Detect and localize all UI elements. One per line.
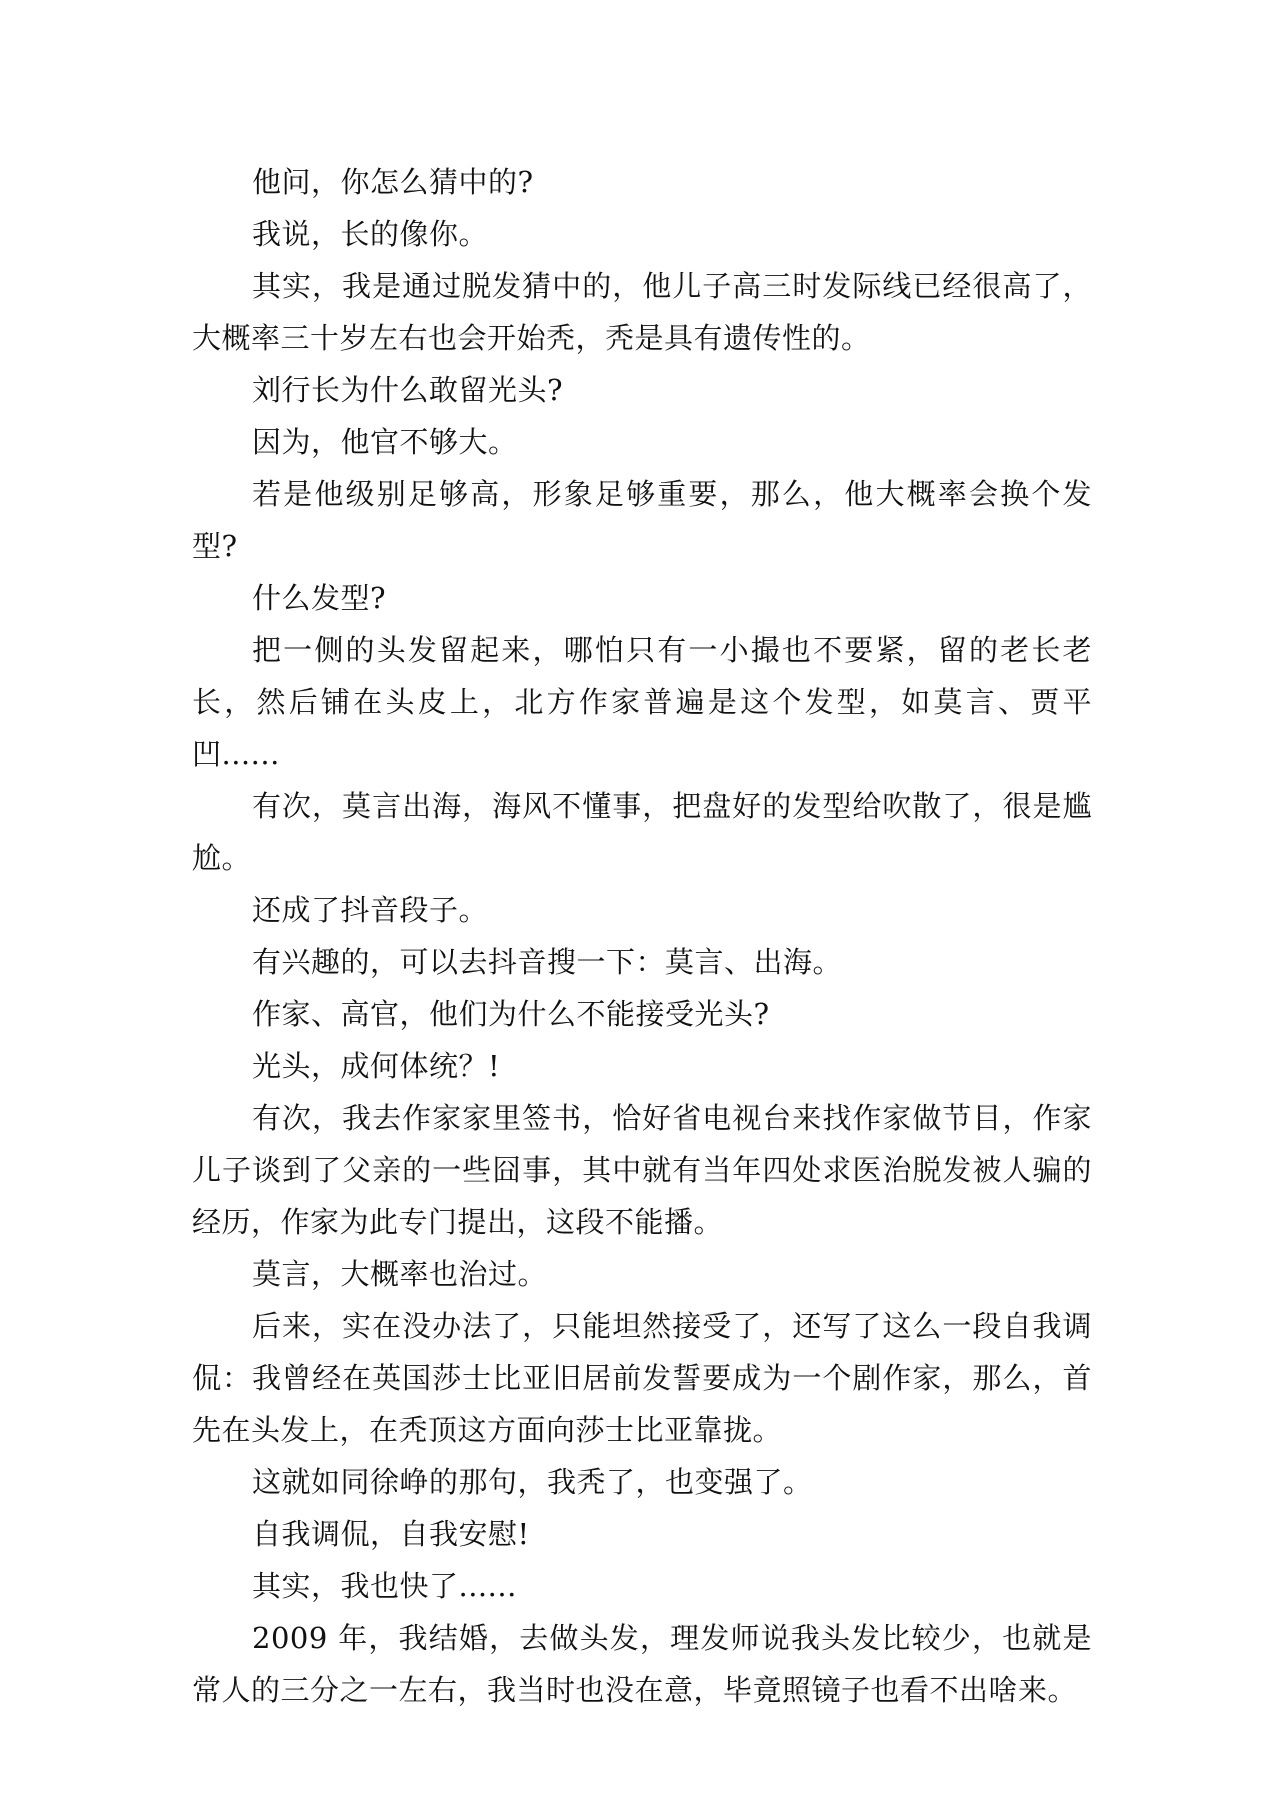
paragraph: 其实，我也快了...... (252, 1569, 517, 1603)
paragraph: 2009 年，我结婚，去做头发，理发师说我头发比较少，也就是常人的三分之一左右，我当时也没在意，毕竟照镜子也看不出啥来。 (192, 1621, 1092, 1707)
paragraph: 有次，我去作家家里签书，恰好省电视台来找作家做节目，作家儿子谈到了父亲的一些囧事，其中就有当年四处求医治脱发被人骗的经历，作家为此专门提出，这段不能播。 (192, 1101, 1092, 1239)
paragraph: 还成了抖音段子。 (252, 893, 489, 927)
paragraph: 有次，莫言出海，海风不懂事，把盘好的发型给吹散了，很是尴尬。 (192, 789, 1092, 875)
paragraph: 这就如同徐峥的那句，我秃了，也变强了。 (252, 1465, 813, 1499)
paragraph: 刘行长为什么敢留光头? (252, 373, 564, 407)
paragraph: 光头，成何体统？! (252, 1049, 501, 1083)
paragraph: 后来，实在没办法了，只能坦然接受了，还写了这么一段自我调侃：我曾经在英国莎士比亚旧居前发誓要成为一个剧作家，那么，首先在头发上，在秃顶这方面向莎士比亚靠拢。 (192, 1309, 1092, 1447)
paragraph: 若是他级别足够高，形象足够重要，那么，他大概率会换个发型? (192, 477, 1092, 563)
paragraph: 我说，长的像你。 (252, 217, 489, 251)
paragraph: 其实，我是通过脱发猜中的，他儿子高三时发际线已经很高了，大概率三十岁左右也会开始秃，秃是具有遗传性的。 (192, 269, 1092, 355)
paragraph: 什么发型? (252, 581, 387, 615)
paragraph: 作家、高官，他们为什么不能接受光头? (252, 997, 770, 1031)
paragraph: 把一侧的头发留起来，哪怕只有一小撮也不要紧，留的老长老长，然后铺在头皮上，北方作家普遍是这个发型，如莫言、贾平凹...... (192, 633, 1092, 771)
paragraph: 因为，他官不够大。 (252, 425, 518, 459)
paragraph: 他问，你怎么猜中的? (252, 165, 534, 199)
paragraph: 莫言，大概率也治过。 (252, 1257, 548, 1291)
document-page (192, 156, 1092, 1716)
paragraph: 自我调侃，自我安慰! (252, 1517, 530, 1551)
paragraph: 有兴趣的，可以去抖音搜一下：莫言、出海。 (252, 945, 843, 979)
